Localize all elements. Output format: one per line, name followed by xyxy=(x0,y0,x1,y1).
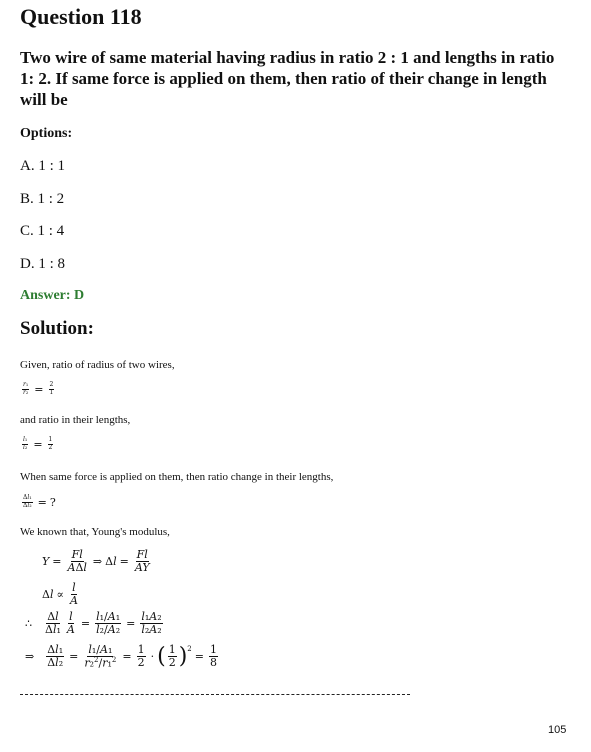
equation-youngs-modulus: Y = $\frac{Fl}{\text{AΔl}}$ ⇒ Δl = $\frac{Fl}{AY}$ xyxy=(42,548,150,575)
equation-radius-ratio: $\frac{\text{r₁}}{\text{r₂}}$ = $\frac{2}{1}$ xyxy=(23,381,54,396)
solution-line: When same force is applied on them, then ratio change in their lengths, xyxy=(20,471,334,483)
option-value: 1 : 4 xyxy=(37,223,65,239)
option-value: 1 : 8 xyxy=(38,256,66,272)
option-value: 1 : 2 xyxy=(37,191,65,207)
equation-ratio-derivation: ∴ $\frac{\Delta l}{\text{Δl₁}}$ $\frac{l}{A}$ = $\frac{\text{l₁/A₁}}{\text{l₂/A₂}}$ = $\frac{\text{l₁A₂}}{\text{l₂A₂}}$ xyxy=(25,610,162,637)
solution-line: We known that, Young's modulus, xyxy=(20,526,170,538)
answer-text: Answer: D xyxy=(20,288,85,303)
option-label: B. xyxy=(20,191,34,207)
option-label: A. xyxy=(20,158,35,174)
page-number: 105 xyxy=(548,724,567,736)
option-b xyxy=(20,191,64,208)
option-label: C. xyxy=(20,223,34,239)
option-d xyxy=(20,256,65,273)
footer-divider xyxy=(20,694,410,695)
equation-unknown-ratio: $\frac{\text{Δl₁}}{\text{Δl₂}}$ = ? xyxy=(23,494,56,509)
equation-length-ratio: $\frac{\text{l₁}}{\text{l₂}}$ = $\frac{1}{2}$ xyxy=(23,436,53,451)
option-a xyxy=(20,158,65,175)
solution-line: and ratio in their lengths, xyxy=(20,414,131,426)
option-value: 1 : 1 xyxy=(38,158,66,174)
solution-heading: Solution: xyxy=(20,318,94,339)
question-title: Question 118 xyxy=(20,4,142,29)
option-label: D. xyxy=(20,256,35,272)
question-text: Two wire of same material having radius in ratio 2 : 1 and lengths in ratio 1: 2. If same force is applied on them, then ratio of their change in length will be xyxy=(20,48,555,109)
equation-final-result: ⇒ $\frac{\text{Δl₁}}{\text{Δl₂}}$ = $\frac{\text{l₁/A₁}}{r_2^2/r_1^2}$ = $\frac{1}{2}$ · ( $\frac{1}{2}$ ) $^2$ = $\frac{1}{8}$ xyxy=(25,643,217,670)
options-heading: Options: xyxy=(20,126,73,141)
equation-proportionality: Δl ∝ $\frac{l}{A}$ xyxy=(42,581,78,608)
solution-line: Given, ratio of radius of two wires, xyxy=(20,359,175,371)
option-c xyxy=(20,223,64,240)
